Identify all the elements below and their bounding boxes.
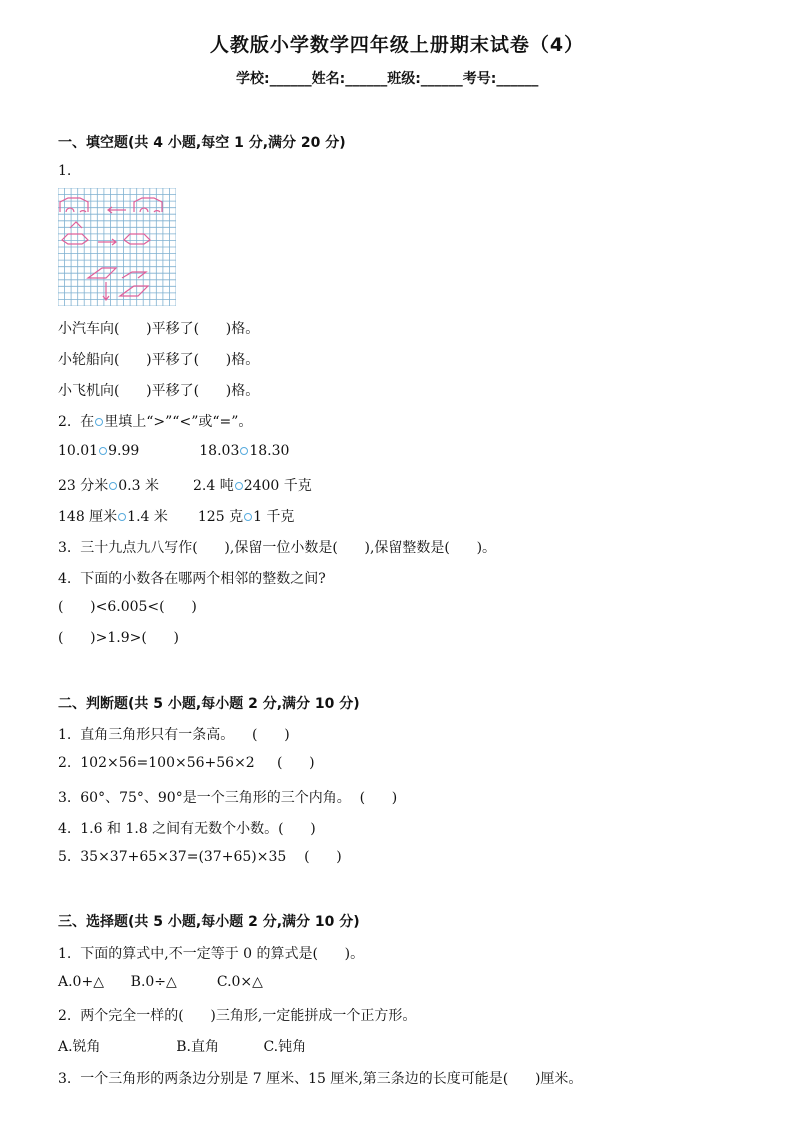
compare-left: 2.4 吨	[192, 478, 234, 494]
s1-q2	[58, 411, 252, 431]
compare-circle-icon	[244, 513, 252, 521]
section-3-heading: 三、选择题(共 5 小题,每小题 2 分,满分 10 分)	[58, 914, 360, 930]
s1-q4-a: ( )<6.005<( )	[58, 599, 197, 615]
section-1-heading: 一、填空题(共 4 小题,每空 1 分,满分 20 分)	[58, 135, 346, 151]
student-info-line: 学校:______姓名:______班级:______考号:______	[236, 71, 539, 87]
compare-right: 9.99	[108, 443, 140, 459]
compare-circle-icon	[118, 513, 126, 521]
s3-q2-options: A.锐角 B.直角 C.钝角	[58, 1039, 307, 1055]
s1-q3: 3. 三十九点九八写作( ),保留一位小数是( ),保留整数是( )。	[58, 540, 497, 556]
grid-shapes	[60, 198, 162, 300]
compare-row-2	[58, 475, 312, 495]
s2-q4: 4. 1.6 和 1.8 之间有无数个小数。( )	[58, 821, 316, 837]
compare-right: 2400 千克	[243, 478, 312, 494]
compare-row-3	[58, 506, 294, 526]
page-title: 人教版小学数学四年级上册期末试卷（4）	[209, 34, 585, 56]
compare-left: 10.01	[58, 443, 99, 459]
s3-q3: 3. 一个三角形的两条边分别是 7 厘米、15 厘米,第三条边的长度可能是( )厘米。	[58, 1071, 583, 1087]
compare-left: 23 分米	[58, 478, 109, 494]
compare-circle-icon	[235, 482, 243, 490]
compare-right: 1 千克	[253, 509, 295, 525]
compare-left: 125 克	[197, 509, 244, 525]
compare-circle-icon	[95, 418, 103, 426]
s1-q2-suffix: 里填上“>”“<”或“=”。	[104, 414, 253, 430]
s2-q5: 5. 35×37+65×37=(37+65)×35 ( )	[58, 849, 342, 865]
compare-circle-icon	[240, 447, 248, 455]
compare-circle-icon	[99, 447, 107, 455]
s2-q2: 2. 102×56=100×56+56×2 ( )	[58, 755, 315, 771]
compare-left: 18.03	[199, 443, 240, 459]
compare-circle-icon	[109, 482, 117, 490]
s1-q1-number: 1.	[58, 163, 72, 179]
s2-q3: 3. 60°、75°、90°是一个三角形的三个内角。 ( )	[58, 790, 398, 806]
s1-q1-car: 小汽车向( )平移了( )格。	[58, 321, 260, 337]
section-2-heading: 二、判断题(共 5 小题,每小题 2 分,满分 10 分)	[58, 696, 360, 712]
s1-q4-b: ( )>1.9>( )	[58, 630, 179, 646]
s3-q1-options: A.0+△ B.0÷△ C.0×△	[58, 974, 263, 990]
compare-right: 1.4 米	[127, 509, 168, 525]
s3-q1: 1. 下面的算式中,不一定等于 0 的算式是( )。	[58, 946, 365, 962]
compare-right: 18.30	[249, 443, 290, 459]
translation-grid-figure	[58, 188, 176, 306]
s1-q1-boat: 小轮船向( )平移了( )格。	[58, 352, 260, 368]
s1-q4: 4. 下面的小数各在哪两个相邻的整数之间?	[58, 571, 326, 587]
s2-q1: 1. 直角三角形只有一条高。 ( )	[58, 727, 290, 743]
s3-q2: 2. 两个完全一样的( )三角形,一定能拼成一个正方形。	[58, 1008, 417, 1024]
compare-row-1	[58, 443, 289, 459]
s1-q1-plane: 小飞机向( )平移了( )格。	[58, 383, 260, 399]
compare-right: 0.3 米	[118, 478, 159, 494]
s1-q2-prefix: 2. 在	[58, 414, 95, 430]
compare-left: 148 厘米	[58, 509, 118, 525]
